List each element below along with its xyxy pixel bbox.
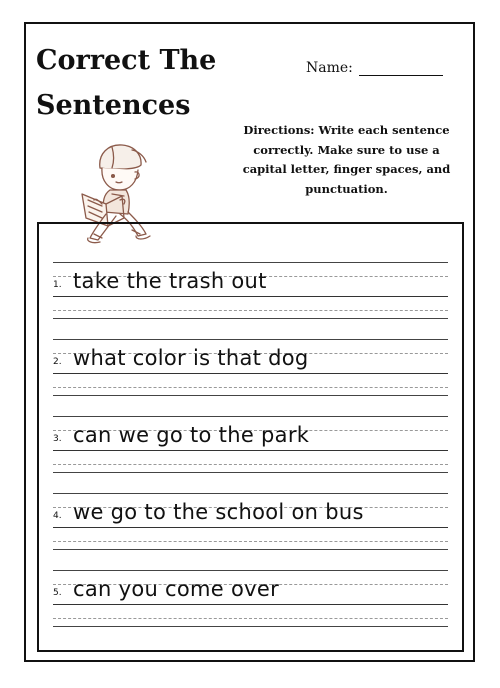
bottom-guide-line [53,472,448,473]
item-number: 1. [53,280,62,290]
bottom-guide-line [53,395,448,396]
base-guide-line [53,296,448,297]
top-guide-line [53,493,448,494]
item-sentence: what color is that dog [73,346,309,370]
item-number: 5. [53,588,62,598]
bottom-guide-line [53,626,448,627]
bottom-guide-line [53,318,448,319]
top-guide-line [53,262,448,263]
name-label: Name: [306,60,353,76]
descender-guide-line [53,387,448,388]
item-number: 4. [53,511,62,521]
descender-guide-line [53,464,448,465]
list-item[interactable] [39,321,462,407]
worksheet-page [24,22,475,662]
base-guide-line [53,450,448,451]
worksheet-title [36,38,226,128]
list-item[interactable] [39,552,462,638]
list-item[interactable] [39,398,462,484]
base-guide-line [53,527,448,528]
name-blank-line[interactable] [359,61,443,76]
top-guide-line [53,416,448,417]
descender-guide-line [53,310,448,311]
item-sentence: can you come over [73,577,280,601]
item-sentence: we go to the school on bus [73,500,364,524]
directions-text: Directions: Write each sentence correctly. Make sure to use a capital letter, finger spaces, and punctuation. [242,123,451,196]
bottom-guide-line [53,549,448,550]
title-line-2: Sentences [36,90,191,121]
list-item[interactable] [39,244,462,330]
item-sentence: can we go to the park [73,423,310,447]
top-guide-line [53,339,448,340]
descender-guide-line [53,618,448,619]
base-guide-line [53,373,448,374]
top-guide-line [53,570,448,571]
descender-guide-line [53,541,448,542]
list-item[interactable] [39,475,462,561]
item-number: 2. [53,357,62,367]
base-guide-line [53,604,448,605]
writing-area [37,222,464,652]
item-sentence: take the trash out [73,269,267,293]
item-number: 3. [53,434,62,444]
title-line-1: Correct The [36,45,217,76]
name-field[interactable] [306,60,443,76]
